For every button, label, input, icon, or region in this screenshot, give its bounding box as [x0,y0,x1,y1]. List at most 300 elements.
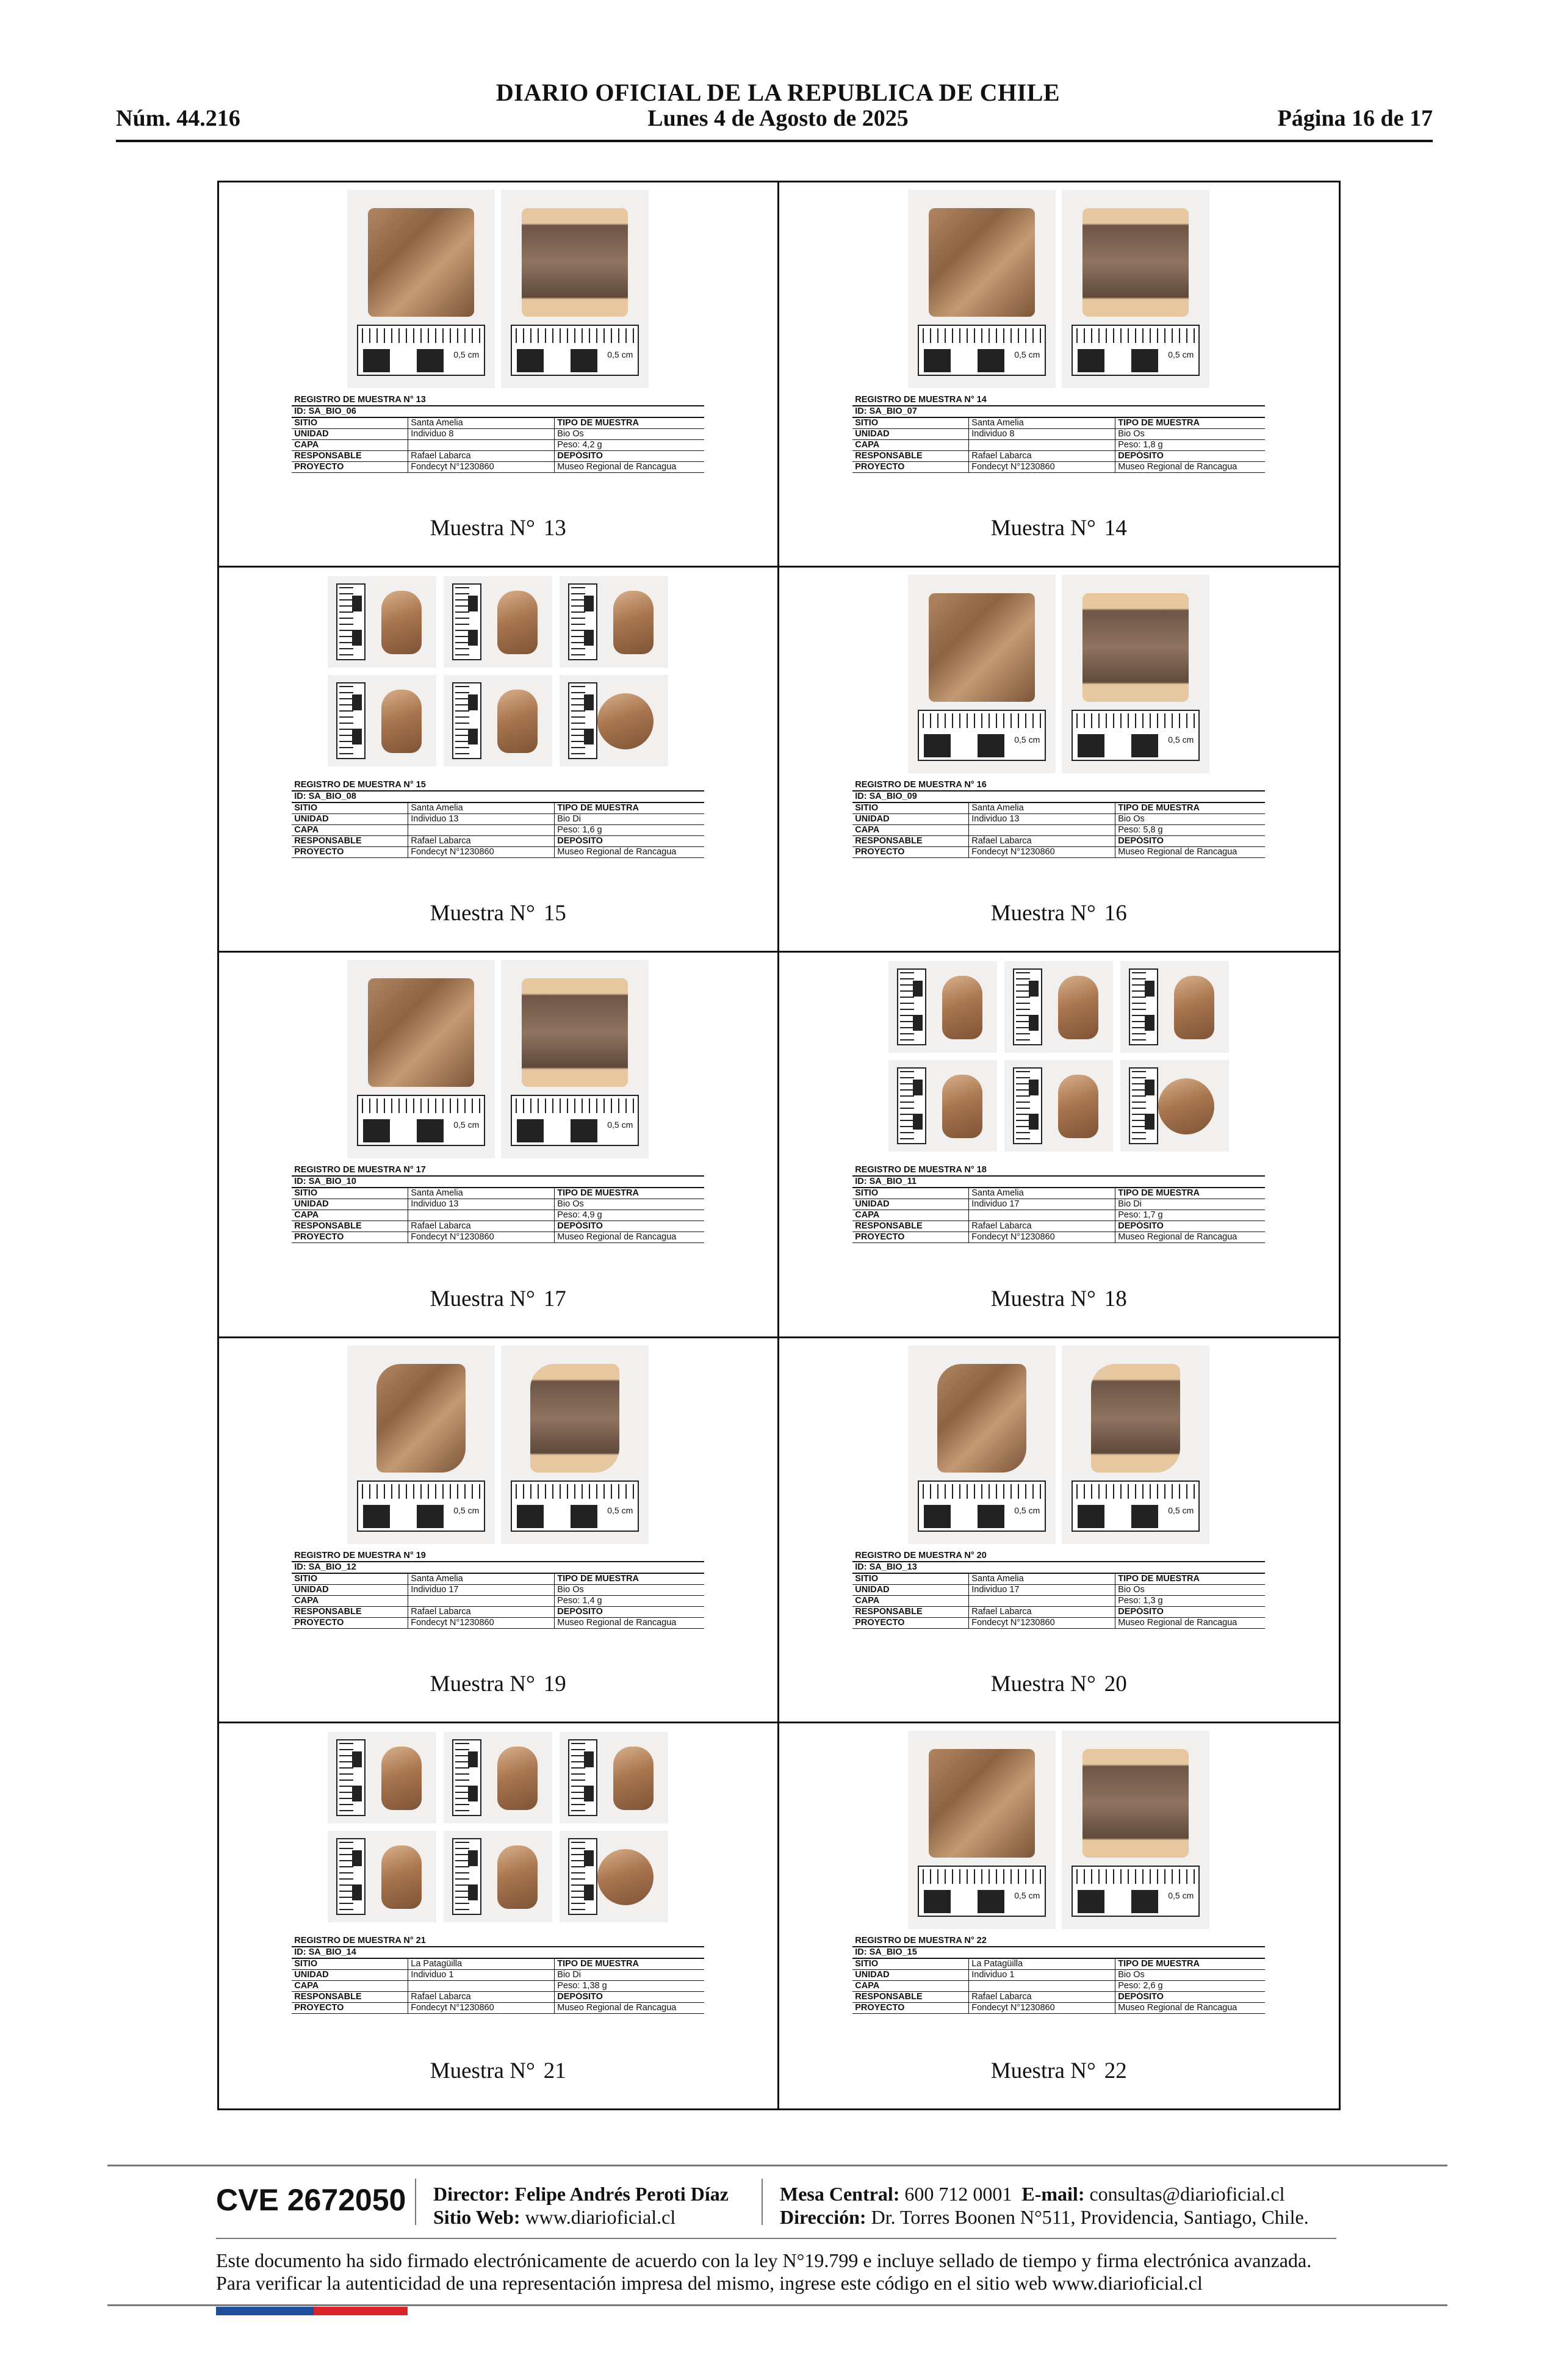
value-proyecto: Fondecyt N°1230860 [408,1232,554,1242]
table-row [292,1210,704,1221]
label-unidad: UNIDAD [294,1584,329,1595]
sample-caption [219,900,777,926]
value-capa [408,440,554,450]
value-responsable: Rafael Labarca [408,836,554,846]
value-sitio: Santa Amelia [968,803,1115,813]
table-row [852,1607,1265,1618]
sample-id: ID: SA_BIO_11 [852,1177,1265,1188]
label-responsable: RESPONSABLE [855,836,923,846]
cve-code: CVE 2672050 [216,2183,406,2217]
table-row [292,1188,704,1199]
scale-label: 0,5 cm [1168,1505,1194,1515]
registration-table [852,1551,1265,1629]
label-proyecto: PROYECTO [855,2002,905,2013]
sample-photo [888,961,997,1053]
director-name: Felipe Andrés Peroti Díaz [514,2183,729,2205]
email-link[interactable]: consultas@diarioficial.cl [1089,2183,1285,2205]
value-peso: Peso: 4,2 g [554,440,704,450]
table-row [292,418,704,429]
label-unidad: UNIDAD [294,814,329,824]
value-tipo: Bio Os [1115,814,1265,824]
label-proyecto: PROYECTO [294,1232,344,1242]
sample-photo [444,576,552,668]
label-tipo: TIPO DE MUESTRA [1115,1574,1265,1584]
value-responsable: Rafael Labarca [968,451,1115,461]
registro-heading: REGISTRO DE MUESTRA N° 19 [292,1551,704,1562]
registro-heading: REGISTRO DE MUESTRA N° 14 [852,395,1265,406]
label-responsable: RESPONSABLE [855,451,923,461]
label-unidad: UNIDAD [294,1969,329,1980]
value-deposito: Museo Regional de Rancagua [1115,1618,1265,1628]
value-tipo: Bio Os [554,1585,704,1595]
sample-photo [328,576,436,668]
label-tipo: TIPO DE MUESTRA [1115,803,1265,813]
sample-photo [1062,190,1209,388]
label-sitio: SITIO [855,1958,879,1969]
sample-caption [219,1671,777,1697]
label-capa: CAPA [855,1595,880,1606]
value-tipo: Bio Os [554,429,704,439]
label-unidad: UNIDAD [855,429,890,439]
caption-number: 17 [543,1286,566,1311]
table-row [852,429,1265,440]
sample-photo [444,1732,552,1823]
sample-cell [779,182,1339,568]
sample-id: ID: SA_BIO_10 [292,1177,704,1188]
caption-prefix: Muestra N° [990,516,1096,541]
label-deposito: DEPÓSITO [1115,1607,1265,1617]
direccion-label: Dirección: [780,2206,866,2228]
sample-photo [888,1060,997,1152]
scale-label: 0,5 cm [1014,1505,1040,1515]
value-deposito: Museo Regional de Rancagua [554,2003,704,2013]
caption-prefix: Muestra N° [990,1671,1096,1697]
sample-photo [444,1831,552,1922]
caption-number: 18 [1104,1286,1127,1311]
value-peso: Peso: 1,38 g [554,1981,704,1991]
footer-rule-middle [216,2238,1336,2239]
label-capa: CAPA [855,825,880,835]
caption-number: 14 [1104,516,1127,541]
registration-table [292,780,704,858]
scale-label: 0,5 cm [1168,1890,1194,1900]
value-tipo: Bio Os [1115,1970,1265,1980]
label-sitio: SITIO [855,1573,879,1584]
table-row [852,451,1265,462]
value-deposito: Museo Regional de Rancagua [554,462,704,472]
caption-number: 13 [543,516,566,541]
sample-photo [347,960,495,1158]
sample-cell [219,1723,779,2108]
table-row [852,1188,1265,1199]
label-responsable: RESPONSABLE [294,1606,362,1617]
sample-cell [779,568,1339,953]
scale-bar [918,1866,1046,1917]
value-sitio: Santa Amelia [968,1574,1115,1584]
table-row [852,1596,1265,1607]
issue-number: Núm. 44.216 [116,106,240,131]
label-capa: CAPA [855,1980,880,1991]
caption-prefix: Muestra N° [990,901,1096,926]
sample-cell [219,568,779,953]
label-capa: CAPA [855,1210,880,1221]
sample-photo [347,1346,495,1544]
value-unidad: Individuo 8 [408,429,554,439]
page-title: DIARIO OFICIAL DE LA REPUBLICA DE CHILE [495,79,1061,106]
label-tipo: TIPO DE MUESTRA [554,418,704,428]
sample-photo [1120,1060,1229,1152]
label-capa: CAPA [294,1595,319,1606]
table-row [852,1199,1265,1210]
value-sitio: Santa Amelia [968,418,1115,428]
page-number: Página 16 de 17 [1277,106,1433,131]
sample-cell [779,1723,1339,2108]
label-proyecto: PROYECTO [294,2002,344,2013]
scale-bar [1072,710,1200,761]
sample-photo [560,1732,668,1823]
value-proyecto: Fondecyt N°1230860 [408,847,554,857]
value-capa [968,1981,1115,1991]
table-row [292,1199,704,1210]
value-sitio: Santa Amelia [408,1188,554,1199]
value-proyecto: Fondecyt N°1230860 [968,2003,1115,2013]
table-row [852,1574,1265,1585]
value-sitio: Santa Amelia [408,803,554,813]
table-row [292,814,704,825]
sample-caption [779,1286,1339,1312]
sample-caption [779,515,1339,541]
sample-cell [219,1338,779,1723]
mesa-label: Mesa Central: [780,2183,900,2205]
table-row [852,1618,1265,1629]
value-capa [408,1210,554,1221]
scale-label: 0,5 cm [453,1505,480,1515]
value-peso: Peso: 2,6 g [1115,1981,1265,1991]
scale-label: 0,5 cm [607,350,633,359]
table-row [852,825,1265,836]
value-responsable: Rafael Labarca [968,1607,1115,1617]
scale-label: 0,5 cm [607,1505,633,1515]
label-proyecto: PROYECTO [294,847,344,857]
caption-prefix: Muestra N° [990,1286,1096,1311]
caption-number: 22 [1104,2058,1127,2083]
label-unidad: UNIDAD [855,814,890,824]
label-tipo: TIPO DE MUESTRA [1115,1959,1265,1969]
scale-label: 0,5 cm [453,350,480,359]
sample-photo [560,675,668,766]
email-label: E-mail: [1021,2183,1085,2205]
registration-table [292,1551,704,1629]
sample-photo [560,1831,668,1922]
sample-caption [219,515,777,541]
value-capa [968,440,1115,450]
value-unidad: Individuo 1 [968,1970,1115,1980]
table-row [292,836,704,847]
direccion-value: Dr. Torres Boonen N°511, Providencia, Santiago, Chile. [871,2206,1309,2228]
table-row [852,1232,1265,1243]
value-peso: Peso: 1,7 g [1115,1210,1265,1221]
value-deposito: Museo Regional de Rancagua [554,1232,704,1242]
value-proyecto: Fondecyt N°1230860 [408,462,554,472]
table-row [292,1607,704,1618]
value-proyecto: Fondecyt N°1230860 [408,1618,554,1628]
sample-id: ID: SA_BIO_15 [852,1947,1265,1959]
scale-bar [918,1480,1046,1532]
value-peso: Peso: 1,3 g [1115,1596,1265,1606]
label-tipo: TIPO DE MUESTRA [1115,1188,1265,1199]
label-sitio: SITIO [855,418,879,428]
footer-rule-bottom [107,2304,1447,2306]
value-proyecto: Fondecyt N°1230860 [408,2003,554,2013]
value-capa [408,1596,554,1606]
value-sitio: Santa Amelia [408,1574,554,1584]
value-proyecto: Fondecyt N°1230860 [968,1618,1115,1628]
sample-photo [908,575,1056,773]
label-responsable: RESPONSABLE [294,836,362,846]
sample-photo [501,960,649,1158]
table-row [292,1232,704,1243]
label-proyecto: PROYECTO [855,462,905,472]
value-tipo: Bio Os [1115,429,1265,439]
label-tipo: TIPO DE MUESTRA [554,1959,704,1969]
table-row [292,1981,704,1992]
label-unidad: UNIDAD [855,1199,890,1210]
value-deposito: Museo Regional de Rancagua [1115,462,1265,472]
value-unidad: Individuo 13 [408,1199,554,1210]
table-row [292,1992,704,2003]
sample-id: ID: SA_BIO_08 [292,792,704,803]
value-proyecto: Fondecyt N°1230860 [968,462,1115,472]
value-responsable: Rafael Labarca [968,1221,1115,1231]
sample-photo [1062,1346,1209,1544]
scale-bar [1072,1480,1200,1532]
registro-heading: REGISTRO DE MUESTRA N° 20 [852,1551,1265,1562]
sample-cell [219,953,779,1338]
footer-separator [415,2179,416,2225]
scale-label: 0,5 cm [1014,350,1040,359]
value-responsable: Rafael Labarca [408,451,554,461]
label-responsable: RESPONSABLE [855,1606,923,1617]
label-deposito: DEPÓSITO [554,1607,704,1617]
label-sitio: SITIO [294,418,318,428]
value-peso: Peso: 1,4 g [554,1596,704,1606]
table-row [852,1221,1265,1232]
value-capa [408,825,554,835]
caption-prefix: Muestra N° [990,2058,1096,2083]
value-deposito: Museo Regional de Rancagua [1115,847,1265,857]
value-deposito: Museo Regional de Rancagua [1115,2003,1265,2013]
header-rule [116,140,1433,142]
table-row [292,847,704,858]
label-unidad: UNIDAD [855,1584,890,1595]
label-proyecto: PROYECTO [855,847,905,857]
sample-photo [328,1732,436,1823]
label-sitio: SITIO [294,1188,318,1199]
table-row [852,440,1265,451]
web-label: Sitio Web: [433,2206,520,2228]
sample-caption [219,1286,777,1312]
registration-table [852,1936,1265,2014]
table-row [292,462,704,473]
value-capa [968,1210,1115,1221]
caption-prefix: Muestra N° [430,516,535,541]
sample-photo [501,190,649,388]
web-link[interactable]: www.diarioficial.cl [525,2206,676,2228]
value-capa [968,1596,1115,1606]
caption-prefix: Muestra N° [430,901,535,926]
registro-heading: REGISTRO DE MUESTRA N° 22 [852,1936,1265,1947]
label-proyecto: PROYECTO [294,462,344,472]
table-row [852,1981,1265,1992]
registration-table [852,395,1265,473]
caption-prefix: Muestra N° [430,1671,535,1697]
label-responsable: RESPONSABLE [855,1991,923,2002]
sample-grid [217,181,1341,2110]
scale-label: 0,5 cm [1014,1890,1040,1900]
scale-label: 0,5 cm [607,1120,633,1130]
value-proyecto: Fondecyt N°1230860 [968,1232,1115,1242]
footer-contact-block [780,2182,1309,2229]
scale-bar [1072,325,1200,376]
label-tipo: TIPO DE MUESTRA [554,803,704,813]
scale-label: 0,5 cm [1168,350,1194,359]
table-row [292,2003,704,2014]
scale-label: 0,5 cm [453,1120,480,1130]
label-responsable: RESPONSABLE [855,1221,923,1231]
registration-table [852,1165,1265,1243]
footer-director-block [433,2182,729,2229]
value-sitio: La Patagüilla [968,1959,1115,1969]
table-row [852,1970,1265,1981]
label-proyecto: PROYECTO [294,1617,344,1628]
registro-heading: REGISTRO DE MUESTRA N° 18 [852,1165,1265,1177]
caption-number: 21 [543,2058,566,2083]
value-deposito: Museo Regional de Rancagua [1115,1232,1265,1242]
sample-caption [779,900,1339,926]
table-row [852,418,1265,429]
sample-id: ID: SA_BIO_14 [292,1947,704,1959]
scale-bar [918,710,1046,761]
table-row [852,2003,1265,2014]
label-unidad: UNIDAD [294,429,329,439]
label-sitio: SITIO [294,1958,318,1969]
registration-table [852,780,1265,858]
table-row [852,803,1265,814]
label-capa: CAPA [294,825,319,835]
caption-number: 16 [1104,901,1127,926]
sample-caption [219,2058,777,2084]
scale-bar [357,1480,485,1532]
value-responsable: Rafael Labarca [968,836,1115,846]
table-row [852,462,1265,473]
sample-id: ID: SA_BIO_13 [852,1562,1265,1574]
value-capa [408,1981,554,1991]
label-tipo: TIPO DE MUESTRA [1115,418,1265,428]
mesa-phone: 600 712 0001 [904,2183,1012,2205]
value-unidad: Individuo 13 [408,814,554,824]
value-unidad: Individuo 1 [408,1970,554,1980]
table-row [292,451,704,462]
value-responsable: Rafael Labarca [968,1992,1115,2002]
sample-photo [328,675,436,766]
sample-photo [347,190,495,388]
issue-date: Lunes 4 de Agosto de 2025 [647,106,909,131]
value-peso: Peso: 1,8 g [1115,440,1265,450]
label-deposito: DEPÓSITO [1115,836,1265,846]
table-row [852,1992,1265,2003]
legal-notice: Este documento ha sido firmado electrónicamente de acuerdo con la ley N°19.799 e incluye sellado de tiempo y firma electrónica avanzada. Para verificar la autenticidad de una representación impresa del mismo, ingrese este código en el sitio web www.diarioficial.cl [216,2249,1312,2294]
scale-bar [918,325,1046,376]
label-capa: CAPA [294,1980,319,1991]
registro-heading: REGISTRO DE MUESTRA N° 13 [292,395,704,406]
sample-cell [779,953,1339,1338]
sample-photo [560,576,668,668]
label-tipo: TIPO DE MUESTRA [554,1574,704,1584]
value-tipo: Bio Di [554,814,704,824]
label-responsable: RESPONSABLE [294,1221,362,1231]
table-row [292,1970,704,1981]
sample-cell [219,182,779,568]
scale-bar [511,1480,639,1532]
table-row [292,1618,704,1629]
table-row [852,1585,1265,1596]
registro-heading: REGISTRO DE MUESTRA N° 15 [292,780,704,792]
scale-bar [511,1095,639,1146]
sample-photo [1120,961,1229,1053]
registration-table [292,1936,704,2014]
flag-bar-red [314,2307,408,2315]
flag-bar-blue [216,2307,314,2315]
sample-photo [1062,575,1209,773]
table-row [292,803,704,814]
value-sitio: La Patagüilla [408,1959,554,1969]
label-deposito: DEPÓSITO [554,451,704,461]
caption-number: 19 [543,1671,566,1697]
scale-label: 0,5 cm [1014,735,1040,745]
label-responsable: RESPONSABLE [294,451,362,461]
table-row [852,847,1265,858]
value-responsable: Rafael Labarca [408,1992,554,2002]
registro-heading: REGISTRO DE MUESTRA N° 21 [292,1936,704,1947]
sample-id: ID: SA_BIO_09 [852,792,1265,803]
label-tipo: TIPO DE MUESTRA [554,1188,704,1199]
value-peso: Peso: 5,8 g [1115,825,1265,835]
table-row [292,1574,704,1585]
registro-heading: REGISTRO DE MUESTRA N° 17 [292,1165,704,1177]
value-tipo: Bio Di [554,1970,704,1980]
label-sitio: SITIO [855,1188,879,1199]
scale-label: 0,5 cm [1168,735,1194,745]
label-deposito: DEPÓSITO [554,1221,704,1231]
label-responsable: RESPONSABLE [294,1991,362,2002]
sample-photo [1004,1060,1113,1152]
value-unidad: Individuo 13 [968,814,1115,824]
scale-bar [357,325,485,376]
value-peso: Peso: 1,6 g [554,825,704,835]
table-row [292,1585,704,1596]
label-unidad: UNIDAD [855,1969,890,1980]
label-deposito: DEPÓSITO [554,1992,704,2002]
value-tipo: Bio Di [1115,1199,1265,1210]
scale-bar [357,1095,485,1146]
table-row [292,1959,704,1970]
value-tipo: Bio Os [1115,1585,1265,1595]
table-row [852,1959,1265,1970]
value-sitio: Santa Amelia [968,1188,1115,1199]
table-row [852,836,1265,847]
sample-photo [444,675,552,766]
label-sitio: SITIO [294,803,318,813]
